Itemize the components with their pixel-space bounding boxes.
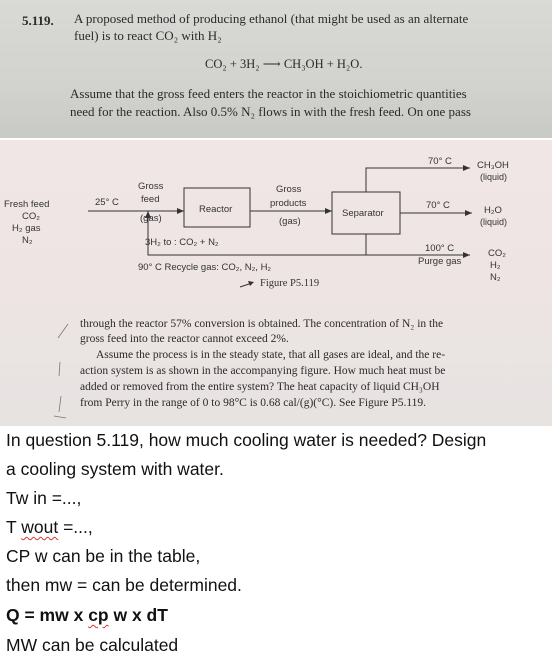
process-flow-diagram (0, 140, 552, 310)
problem-line-4: need for the reaction. Also 0.5% N₂ flows in with the fresh feed. On one pass (70, 104, 471, 119)
problem-line-1: A proposed method of producing ethanol (that might be used as an alternate (74, 11, 469, 26)
purge-co2-label: CO₂ (488, 248, 506, 259)
question-line-2: a cooling system with water. (6, 459, 224, 479)
purge-h2-label: H₂ (490, 260, 501, 271)
question-line-5: CP w can be in the table, (6, 546, 201, 566)
h2o-label: H₂O (484, 205, 502, 216)
formula-line (6, 605, 168, 626)
continued-line-5: added or removed from the entire system? The heat capacity of liquid CH₃OH (80, 381, 440, 393)
problem-number: 5.119. (22, 13, 54, 28)
continued-line-4: action system is as shown in the accompanying figure. How much heat must be (80, 365, 446, 377)
t-prefix: T (6, 517, 22, 537)
gross-feed-label: Gross (138, 181, 164, 192)
feed-word-label: feed (141, 194, 160, 205)
continued-line-6: from Perry in the range of 0 to 98°C is 0.68 cal/(g)(°C). See Figure P5.119. (80, 397, 427, 409)
problem-photo-top (0, 0, 552, 138)
question-line-8: MW can be calculated (6, 635, 179, 655)
ratio-label: 3H₂ to : CO₂ + N₂ (145, 237, 219, 248)
wout-word: wout (21, 517, 59, 537)
problem-line-2: fuel) is to react CO₂ with H₂ (74, 28, 222, 43)
continued-line-3: Assume the process is in the steady state, that all gases are ideal, and the re- (96, 349, 446, 361)
question-line-1: In question 5.119, how much cooling water is needed? Design (6, 430, 487, 450)
purge-gas-label: Purge gas (418, 256, 462, 267)
purge-stream (366, 234, 470, 255)
formula-part-1: Q = mw x (6, 605, 89, 625)
feed-temp-label: 25° C (95, 197, 119, 208)
formula-part-2: w x dT (108, 605, 168, 625)
problem-photo-diagram (0, 140, 552, 426)
products-gas-label: (gas) (279, 216, 301, 227)
gross-products-label-1: Gross (276, 184, 302, 195)
question-line-3: Tw in =..., (6, 488, 82, 508)
fresh-co2-label: CO₂ (22, 211, 40, 222)
formula-cp: cp (88, 605, 109, 625)
pencil-mark-decoration (44, 316, 74, 426)
purge-n2-label: N₂ (490, 272, 501, 283)
t-suffix: =..., (58, 517, 93, 537)
ch3oh-outlet-stream (366, 168, 470, 192)
fresh-h2-label: H₂ gas (12, 223, 41, 234)
ch3oh-liquid-label: (liquid) (480, 172, 508, 182)
gross-products-label-2: products (270, 198, 307, 209)
continued-line-1: through the reactor 57% conversion is obtained. The concentration of N₂ in the (80, 318, 444, 330)
fresh-n2-label: N₂ (22, 235, 33, 246)
top-temp-label: 70° C (428, 156, 452, 167)
purge-temp-label: 100° C (425, 243, 455, 254)
recycle-label: 90° C Recycle gas: CO₂, N₂, H₂ (138, 262, 272, 273)
problem-equation: CO₂ + 3H₂ ⟶ CH₃OH + H₂O. (205, 57, 363, 71)
fresh-feed-label: Fresh feed (4, 199, 50, 210)
ch3oh-label: CH₃OH (477, 160, 509, 171)
h2o-liquid-label: (liquid) (480, 217, 508, 227)
continued-line-2: gross feed into the reactor cannot exceed 2%. (80, 333, 289, 345)
figure-caption: Figure P5.119 (260, 278, 320, 289)
reactor-label: Reactor (199, 204, 233, 215)
question-line-6: then mw = can be determined. (6, 575, 242, 595)
problem-line-3: Assume that the gross feed enters the reactor in the stoichiometric quantities (70, 86, 467, 101)
separator-label: Separator (342, 208, 384, 219)
feed-gas-label: (gas) (140, 213, 162, 224)
recycle-stream (148, 211, 366, 255)
question-line-4 (6, 517, 93, 538)
mid-temp-label: 70° C (426, 200, 450, 211)
